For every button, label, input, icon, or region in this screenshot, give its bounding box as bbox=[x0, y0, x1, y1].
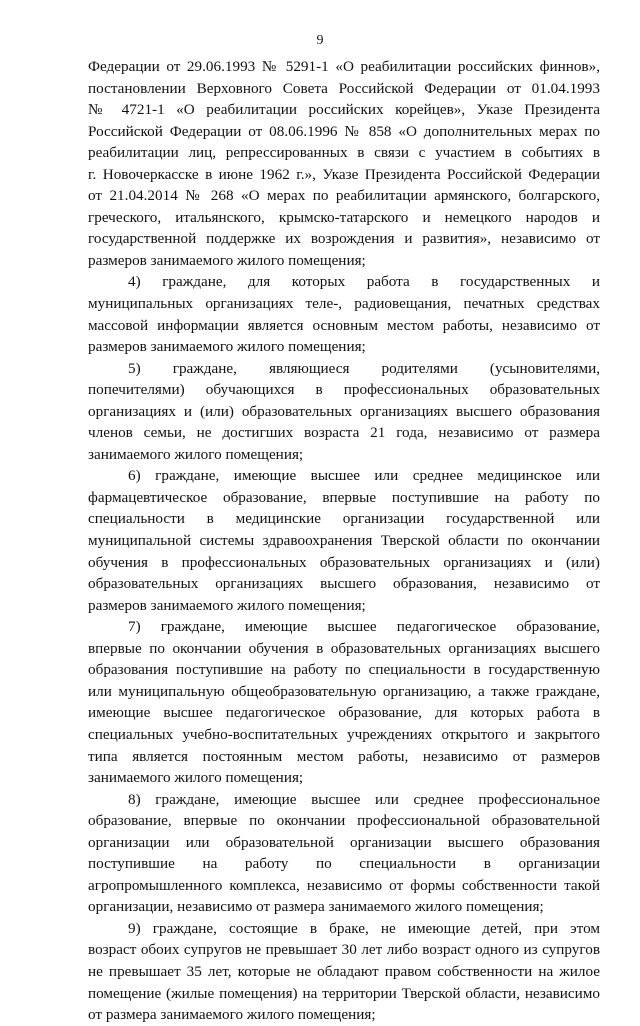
text-line: помещение (жилые помещения) на территории Тверской области, независимо bbox=[88, 984, 600, 1002]
text-line: членов семьи, не достигших возраста 21 года, независимо от размера bbox=[88, 424, 600, 442]
text-line: размеров занимаемого жилого помещения; bbox=[88, 338, 366, 356]
text-line: от 21.04.2014 № 268 «О мерах по реабилитации армянского, болгарского, bbox=[88, 187, 600, 205]
text-line: государственной поддержке их возрождения и развития», независимо от bbox=[88, 230, 600, 248]
text-line: образовательных организациях высшего образования, независимо от bbox=[88, 575, 600, 593]
text-line: образования поступившие на работу по специальности в государственную bbox=[88, 661, 600, 679]
text-line: от размера занимаемого жилого помещения; bbox=[88, 1006, 376, 1024]
page-number: 9 bbox=[316, 33, 324, 48]
text-line: попечителями) обучающихся в профессиональных образовательных bbox=[88, 381, 600, 399]
text-line: 5) граждане, являющиеся родителями (усыновителями, bbox=[128, 359, 600, 377]
paragraph-p-9 bbox=[88, 918, 600, 1026]
text-line: или муниципальную общеобразовательную организацию, а также граждане, bbox=[88, 682, 600, 700]
text-line: типа является постоянным местом работы, независимо от размеров bbox=[88, 747, 600, 765]
text-line: поступившие на работу по специальности в организации bbox=[88, 855, 600, 873]
text-line: впервые по окончании обучения в образовательных организациях высшего bbox=[88, 639, 600, 657]
text-line: муниципальной системы здравоохранения Тверской области по окончании bbox=[88, 532, 600, 550]
paragraph-p-8 bbox=[88, 789, 600, 918]
text-line: размеров занимаемого жилого помещения; bbox=[88, 251, 366, 269]
paragraph-p-5 bbox=[88, 358, 600, 466]
text-line: занимаемого жилого помещения; bbox=[88, 769, 304, 787]
text-line: реабилитации лиц, репрессированных в связи с участием в событиях в bbox=[88, 144, 600, 162]
text-line: муниципальных организациях теле-, радиовещания, печатных средствах bbox=[88, 295, 600, 313]
text-line: 9) граждане, состоящие в браке, не имеющие детей, при этом bbox=[128, 919, 600, 937]
text-line: организации, независимо от размера занимаемого жилого помещения; bbox=[88, 898, 544, 916]
text-line: организации или образовательной организации высшего образования bbox=[88, 833, 600, 851]
paragraph-p-intro bbox=[88, 56, 600, 271]
text-line: № 4721-1 «О реабилитации российских корейцев», Указе Президента bbox=[88, 101, 600, 119]
text-line: 4) граждане, для которых работа в государственных и bbox=[128, 273, 600, 291]
text-line: 7) граждане, имеющие высшее педагогическое образование, bbox=[128, 618, 600, 636]
text-line: 6) граждане, имеющие высшее или среднее медицинское или bbox=[128, 467, 600, 485]
text-line: массовой информации является основным местом работы, независимо от bbox=[88, 316, 600, 334]
text-line: возраст обоих супругов не превышает 30 лет либо возраст одного из супругов bbox=[88, 941, 600, 959]
text-line: специальных учебно-воспитательных учреждениях открытого и закрытого bbox=[88, 725, 600, 743]
paragraph-p-4 bbox=[88, 271, 600, 357]
paragraph-p-6 bbox=[88, 465, 600, 616]
text-line: занимаемого жилого помещения; bbox=[88, 445, 304, 463]
text-line: Федерации от 29.06.1993 № 5291-1 «О реабилитации российских финнов», bbox=[88, 58, 600, 75]
text-line: Российской Федерации от 08.06.1996 № 858 «О дополнительных мерах по bbox=[88, 122, 600, 140]
text-line: образование, впервые по окончании профессиональной образовательной bbox=[88, 812, 600, 830]
text-line: греческого, итальянского, крымско-татарского и немецкого народов и bbox=[88, 208, 600, 226]
text-line: г. Новочеркасске в июне 1962 г.», Указе Президента Российской Федерации bbox=[88, 165, 600, 183]
text-line: организациях и (или) образовательных организациях высшего образования bbox=[88, 402, 600, 420]
paragraph-p-7 bbox=[88, 616, 600, 788]
text-line: обучения в профессиональных образовательных организациях и (или) bbox=[88, 553, 600, 571]
text-line: имеющие высшее педагогическое образование, для которых работа в bbox=[88, 704, 600, 722]
text-line: не превышает 35 лет, которые не обладают правом собственности на жилое bbox=[88, 962, 600, 980]
text-line: фармацевтическое образование, впервые поступившие на работу по bbox=[88, 488, 600, 506]
text-line: размеров занимаемого жилого помещения; bbox=[88, 596, 366, 614]
text-line: агропромышленного комплекса, независимо от формы собственности такой bbox=[88, 876, 600, 894]
document-body bbox=[88, 56, 600, 1026]
text-line: постановлении Верховного Совета Российской Федерации от 01.04.1993 bbox=[88, 79, 600, 97]
text-line: 8) граждане, имеющие высшее или среднее профессиональное bbox=[128, 790, 600, 808]
text-line: специальности в медицинские организации государственной или bbox=[88, 510, 600, 528]
